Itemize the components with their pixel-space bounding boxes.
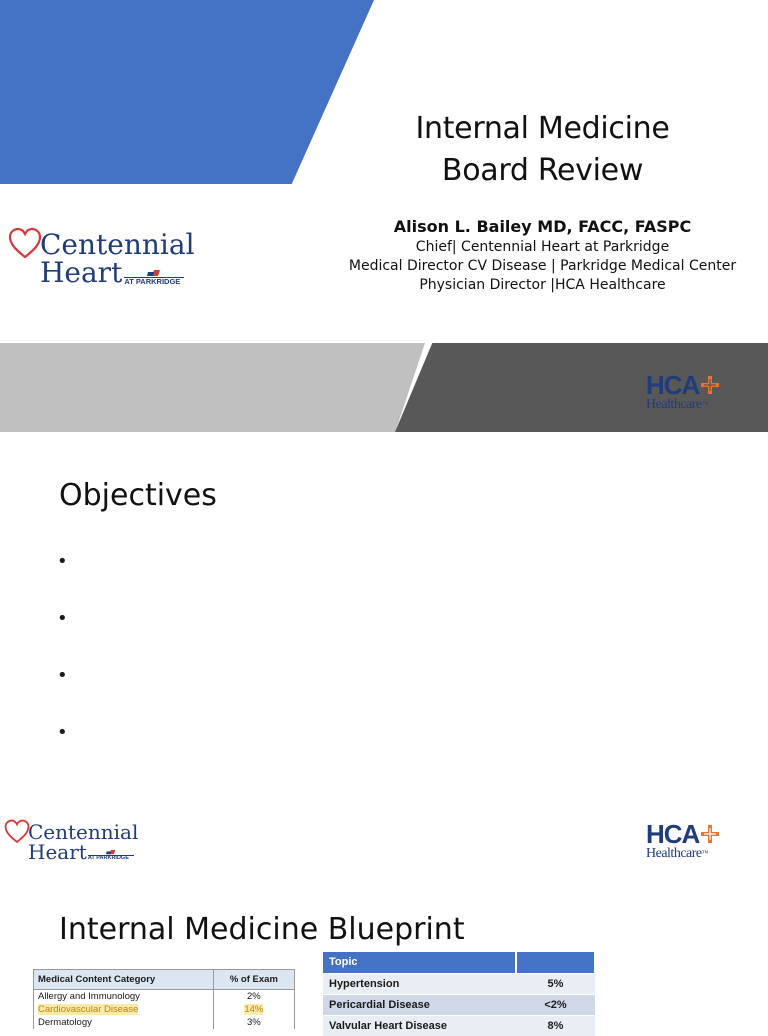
- healthcare-word: Healthcare: [646, 397, 702, 412]
- at-parkridge-text: AT PARKRIDGE: [124, 277, 184, 286]
- list-item: [57, 607, 68, 664]
- highlighted-text: Cardiovascular Disease: [38, 1004, 139, 1015]
- blueprint-slide: [0, 808, 768, 1032]
- table-row: [323, 973, 595, 994]
- centennial-heart-logo: [8, 227, 195, 287]
- table-header-row: [323, 952, 595, 973]
- author-block: [320, 216, 765, 295]
- blue-accent-shape: [0, 0, 374, 184]
- column-header: % of Exam: [213, 970, 294, 990]
- author-title-3: Physician Director |HCA Healthcare: [419, 277, 666, 293]
- centennial-word: Centennial: [28, 820, 139, 844]
- heart-icon: [8, 227, 42, 261]
- healthcare-word: Healthcare: [646, 846, 702, 861]
- footer-band-light: [0, 343, 425, 432]
- objectives-title: Objectives: [59, 478, 217, 513]
- hca-cross-icon: [700, 375, 720, 395]
- author-title-1: Chief| Centennial Heart at Parkridge: [415, 239, 670, 255]
- list-item: [57, 550, 68, 607]
- table-cell: [213, 1003, 294, 1016]
- table-cell: 2%: [213, 990, 294, 1004]
- content-category-table: [33, 969, 295, 1029]
- title-line-1: Internal Medicine: [415, 111, 670, 146]
- presentation-title: [330, 108, 755, 192]
- hca-cross-icon: [700, 824, 720, 844]
- list-item: [57, 721, 68, 778]
- trademark-mark: ™: [701, 849, 708, 857]
- author-title-2: Medical Director CV Disease | Parkridge Medical Center: [348, 258, 737, 274]
- blueprint-title: Internal Medicine Blueprint: [59, 912, 465, 947]
- highlighted-text: 14%: [244, 1004, 264, 1015]
- footer-band: [0, 343, 768, 432]
- table-row: [34, 990, 295, 1004]
- table-cell: Allergy and Immunology: [34, 990, 214, 1004]
- table-header-row: [34, 970, 295, 990]
- heart-icon: [4, 819, 30, 845]
- table-row: [323, 1015, 595, 1036]
- hca-healthcare-logo: [646, 370, 720, 412]
- hca-healthcare-logo: [646, 819, 720, 861]
- table-cell: [34, 1003, 214, 1016]
- hca-word: HCA: [646, 819, 700, 849]
- author-name: Alison L. Bailey MD, FACC, FASPC: [393, 217, 692, 236]
- table-cell: <2%: [516, 994, 595, 1015]
- centennial-heart-logo: [4, 819, 138, 862]
- heart-word: Heart: [40, 256, 123, 289]
- table-cell: 3%: [213, 1016, 294, 1029]
- centennial-word: Centennial: [40, 228, 195, 261]
- table-cell: Valvular Heart Disease: [323, 1015, 516, 1036]
- title-line-2: Board Review: [441, 153, 644, 188]
- table-cell: Hypertension: [323, 973, 516, 994]
- table-row: [34, 1016, 295, 1029]
- objectives-list: [57, 550, 68, 778]
- table-row: [34, 1003, 295, 1016]
- at-parkridge-text: AT PARKRIDGE: [88, 855, 134, 862]
- hca-word: HCA: [646, 370, 700, 400]
- table-cell: 5%: [516, 973, 595, 994]
- column-header: Topic: [323, 952, 516, 973]
- list-item: [57, 664, 68, 721]
- trademark-mark: ™: [701, 400, 708, 408]
- title-slide: [0, 0, 768, 432]
- table-row: [323, 994, 595, 1015]
- table-cell: 8%: [516, 1015, 595, 1036]
- flag-icon: [124, 270, 184, 277]
- column-header: [516, 952, 595, 973]
- table-cell: Dermatology: [34, 1016, 214, 1029]
- cardiology-topic-table: [323, 952, 596, 1036]
- objectives-slide: [0, 432, 768, 808]
- heart-word: Heart: [28, 840, 87, 864]
- table-cell: Pericardial Disease: [323, 994, 516, 1015]
- column-header: Medical Content Category: [34, 970, 214, 990]
